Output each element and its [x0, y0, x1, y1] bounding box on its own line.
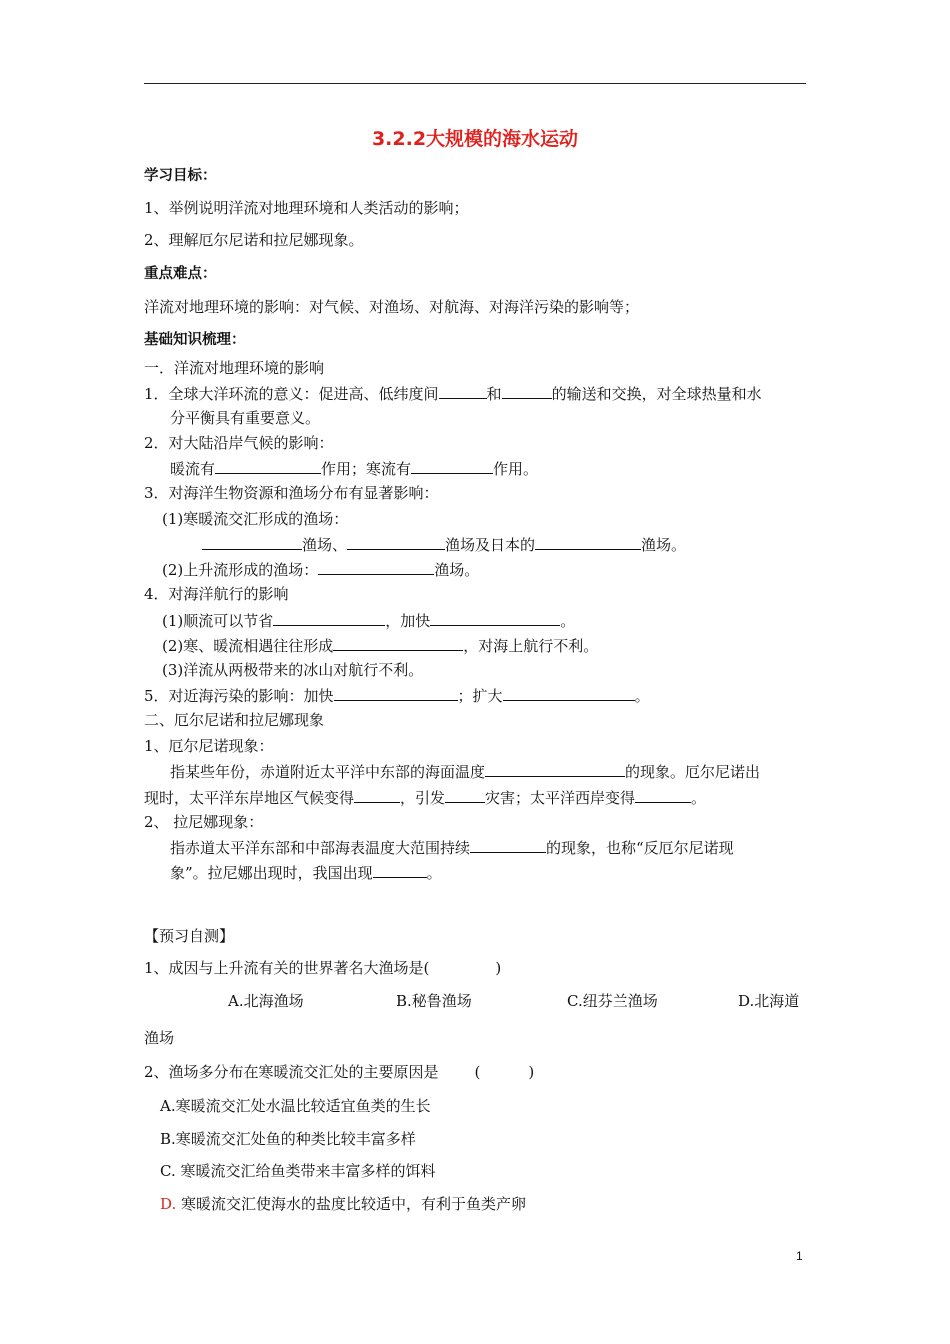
fill-blank[interactable]	[445, 787, 485, 803]
q1-option-c[interactable]: C.纽芬兰渔场	[567, 992, 658, 1010]
item-5-line: 5．对近海污染的影响：加快 ；扩大 。	[144, 687, 650, 705]
fill-blank[interactable]	[373, 862, 427, 878]
q1-option-d-wrap: 渔场	[144, 1029, 175, 1047]
header-rule	[144, 83, 806, 84]
fill-blank[interactable]	[430, 610, 560, 626]
objective-item: 1、举例说明洋流对地理环境和人类活动的影响；	[144, 199, 469, 217]
section-1-title: 一．洋流对地理环境的影响	[144, 359, 325, 377]
fill-blank[interactable]	[635, 787, 691, 803]
fill-blank[interactable]	[318, 559, 434, 575]
fill-blank[interactable]	[202, 534, 302, 550]
question-1: 1、成因与上升流有关的世界著名大渔场是( )	[144, 959, 502, 977]
basics-heading: 基础知识梳理：	[144, 332, 246, 348]
fill-blank[interactable]	[273, 610, 385, 626]
key-points-text: 洋流对地理环境的影响：对气候、对渔场、对航海、对海洋污染的影响等；	[144, 298, 640, 316]
item-3-1-line: 渔场、 渔场及日本的 渔场。	[202, 534, 686, 555]
item-1-line-2: 分平衡具有重要意义。	[170, 409, 321, 427]
item-2-title: 2．对大陆沿岸气候的影响：	[144, 434, 334, 452]
item-3-1-title: (1)寒暖流交汇形成的渔场：	[162, 510, 349, 528]
fill-blank[interactable]	[502, 383, 552, 399]
q1-option-b[interactable]: B.秘鲁渔场	[396, 992, 472, 1010]
pretest-heading: 【预习自测】	[144, 927, 235, 945]
la-nina-line-1: 指赤道太平洋东部和中部海表温度大范围持续 的现象，也称“反厄尔尼诺现	[170, 839, 734, 857]
q2-option-d[interactable]: D. 寒暖流交汇使海水的盐度比较适中，有利于鱼类产卵	[160, 1195, 527, 1213]
fill-blank[interactable]	[503, 685, 635, 701]
q2-option-d-label: D.	[160, 1195, 177, 1213]
fill-blank[interactable]	[334, 685, 458, 701]
la-nina-line-2: 象”。拉尼娜出现时，我国出现 。	[170, 864, 442, 882]
page-title: 3.2.2大规模的海水运动	[371, 128, 579, 150]
item-1-line-1: 1．全球大洋环流的意义：促进高、低纬度间 和 的输送和交换，对全球热量和水	[144, 385, 762, 403]
objective-item: 2、理解厄尔尼诺和拉尼娜现象。	[144, 231, 364, 249]
item-2-line: 暖流有 作用；寒流有 作用。	[170, 460, 539, 478]
fill-blank[interactable]	[470, 837, 546, 853]
question-2: 2、渔场多分布在寒暖流交汇处的主要原因是 ( )	[144, 1063, 535, 1081]
page-number: 1	[796, 1249, 803, 1263]
objectives-heading: 学习目标：	[144, 168, 217, 184]
fill-blank[interactable]	[347, 534, 445, 550]
el-nino-line-2: 现时，太平洋东岸地区气候变得 ，引发 灾害；太平洋西岸变得 。	[144, 789, 707, 807]
fill-blank[interactable]	[215, 458, 321, 474]
item-4-2-line: (2)寒、暖流相遇往往形成 ，对海上航行不利。	[162, 637, 599, 655]
la-nina-title: 2、 拉尼娜现象：	[144, 813, 264, 831]
key-points-heading: 重点难点：	[144, 266, 217, 282]
fill-blank[interactable]	[439, 383, 487, 399]
q1-option-a[interactable]: A.北海渔场	[228, 992, 304, 1010]
el-nino-line-1: 指某些年份，赤道附近太平洋中东部的海面温度 的现象。厄尔尼诺出	[170, 763, 761, 781]
fill-blank[interactable]	[354, 787, 400, 803]
el-nino-title: 1、厄尔尼诺现象：	[144, 737, 274, 755]
item-3-title: 3．对海洋生物资源和渔场分布有显著影响：	[144, 484, 439, 502]
section-2-title: 二、厄尔尼诺和拉尼娜现象	[144, 711, 325, 729]
q2-option-a[interactable]: A.寒暖流交汇处水温比较适宜鱼类的生长	[160, 1097, 431, 1115]
q1-option-d[interactable]: D.北海道	[738, 992, 800, 1010]
q2-option-b[interactable]: B.寒暖流交汇处鱼的种类比较丰富多样	[160, 1130, 416, 1148]
item-4-title: 4．对海洋航行的影响	[144, 585, 289, 603]
item-4-3-line: (3)洋流从两极带来的冰山对航行不利。	[162, 661, 424, 679]
fill-blank[interactable]	[535, 534, 641, 550]
item-4-1-line: (1)顺流可以节省 ，加快 。	[162, 612, 576, 630]
fill-blank[interactable]	[333, 635, 463, 651]
item-3-2-line: (2)上升流形成的渔场： 渔场。	[162, 561, 480, 579]
fill-blank[interactable]	[411, 458, 493, 474]
q2-option-c[interactable]: C. 寒暖流交汇给鱼类带来丰富多样的饵料	[160, 1162, 436, 1180]
fill-blank[interactable]	[485, 761, 625, 777]
